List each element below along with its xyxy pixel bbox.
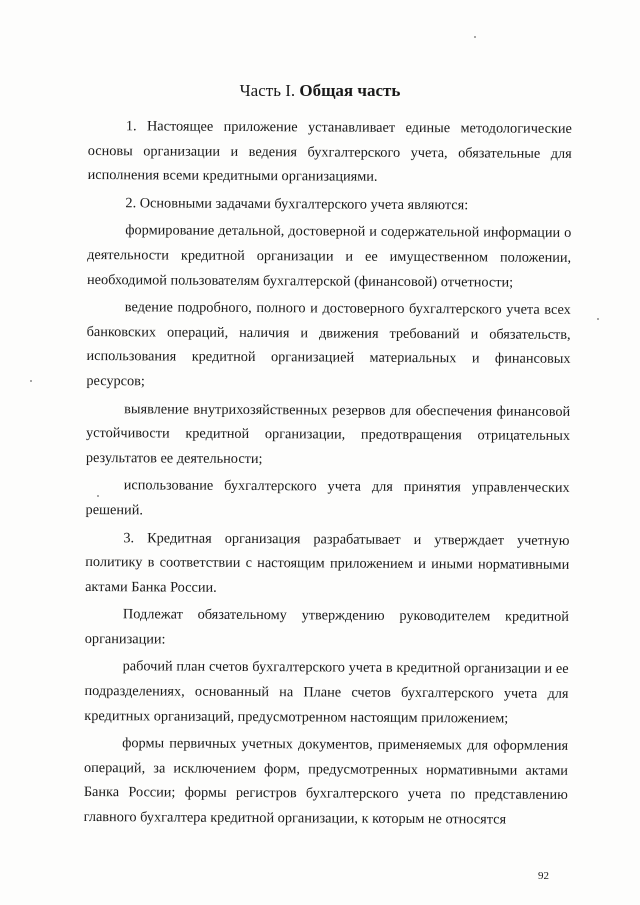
- scan-speck: [597, 318, 599, 320]
- paragraph-5: выявление внутрихозяйственных резервов для обеспечения финансовой устойчивости кредитной организации, предотвращения отрицательных результатов ее деятельности;: [85, 400, 571, 467]
- paragraph-4: ведение подробного, полного и достоверного бухгалтерского учета всех банковских операций, наличия и движения требований и обязательств, использования кредитной организацией материальных и финансовых ресурсов;: [86, 299, 571, 390]
- section-title: Общая часть: [299, 81, 401, 100]
- paragraph-3: формирование детальной, достоверной и содержательной информации о деятельности кредитной организации и ее имущественном положении, необходимой пользователям бухгалтерской (финансовой) отчетности;: [86, 222, 572, 291]
- paragraph-2: 2. Основными задачами бухгалтерского учета являются:: [125, 195, 469, 214]
- paragraph-8: Подлежат обязательному утверждению руководителем кредитной организации:: [84, 606, 569, 648]
- paragraph-10: формы первичных учетных документов, применяемых для оформления операций, за исключением форм, предусмотренных нормативными актами Банка России; формы регистров бухгалтерского учета по представлению главного бухгалтера кредитной организации, к которым не относятся: [83, 735, 569, 828]
- section-heading: [0, 80, 640, 102]
- paragraph-7: 3. Кредитная организация разрабатывает и утверждает учетную политику в соответствии с настоящим приложением и иными нормативными актами Банка России.: [85, 529, 570, 596]
- section-part-label: Часть I.: [239, 81, 296, 100]
- document-body: [84, 114, 572, 836]
- scan-speck: [474, 36, 476, 38]
- paragraph-1: 1. Настоящее приложение устанавливает единые методологические основы организации и ведения бухгалтерского учета, обязательные для исполнения всеми кредитными организациями.: [87, 118, 572, 185]
- paragraph-9: рабочий план счетов бухгалтерского учета в кредитной организации и ее подразделениях, основанный на Плане счетов бухгалтерского учета для кредитных организаций, предусмотренном настоящим приложением;: [84, 658, 569, 727]
- page-number: 92: [538, 870, 549, 882]
- scan-speck: [30, 380, 32, 382]
- scan-speck: [97, 495, 99, 497]
- paragraph-6: использование бухгалтерского учета для принятия управленческих решений.: [85, 477, 570, 519]
